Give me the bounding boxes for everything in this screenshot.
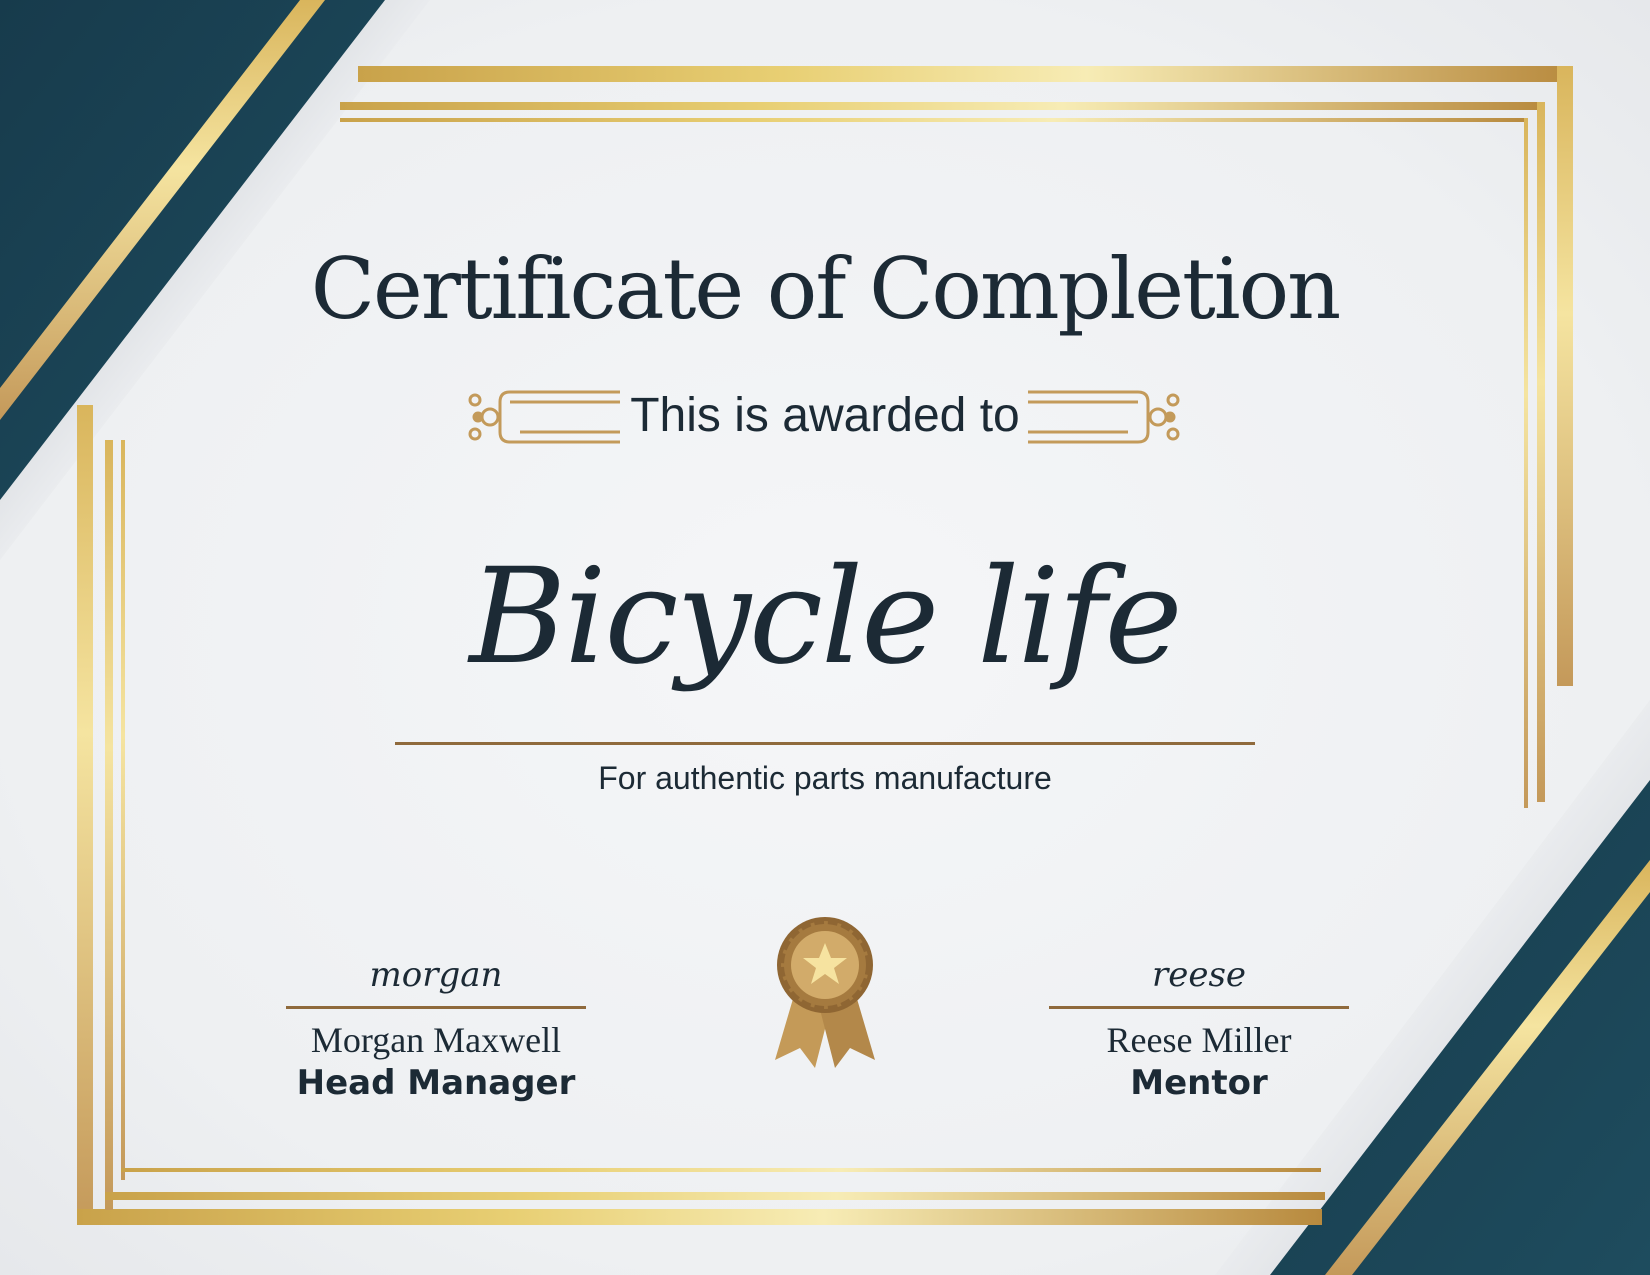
signature-handwriting: reese (1151, 955, 1247, 995)
signature-handwriting: morgan (369, 955, 503, 995)
awarded-to-label: This is awarded to (630, 389, 1020, 442)
signatory-role: Mentor (1130, 1063, 1268, 1103)
recipient-underline (395, 742, 1255, 745)
signatory-name: Morgan Maxwell (310, 1020, 562, 1060)
certificate-title: Certificate of Completion (310, 240, 1340, 338)
signature-line (1049, 1006, 1349, 1009)
signatory-role: Head Manager (296, 1063, 576, 1103)
signature-block-left (286, 950, 586, 1103)
recipient-name: Bicycle life (469, 540, 1181, 694)
award-badge-icon (775, 917, 875, 1068)
signatory-name: Reese Miller (1106, 1020, 1292, 1060)
award-reason: For authentic parts manufacture (598, 760, 1052, 796)
signature-block-right (1049, 950, 1349, 1103)
signature-line (286, 1006, 586, 1009)
